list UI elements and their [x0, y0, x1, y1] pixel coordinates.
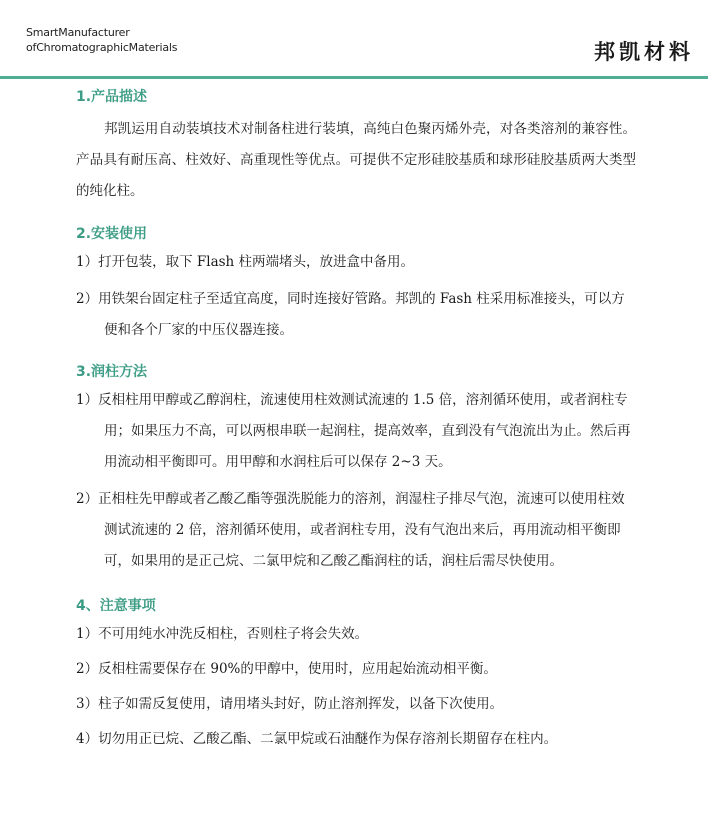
section-heading: 2.安装使用	[76, 226, 148, 242]
section-heading: 3.润柱方法	[76, 364, 148, 380]
section-precautions	[76, 593, 636, 755]
brand-logo-text: 邦凯材料	[594, 40, 694, 64]
wetting-steps	[76, 385, 636, 577]
list-item: 4）切勿用正已烷、乙酸乙酯、二氯甲烷或石油醚作为保存溶剂长期留存在柱内。	[76, 731, 558, 747]
list-item: 2）用铁架台固定柱子至适宜高度，同时连接好管路。邦凯的 Fash 柱采用标准接头，可以方便和各个厂家的中压仪器连接。	[76, 291, 625, 338]
list-item: 1）不可用纯水冲洗反相柱，否则柱子将会失效。	[76, 626, 369, 642]
page-header	[0, 0, 708, 80]
document-body	[76, 84, 636, 755]
section-product-description	[76, 84, 636, 207]
list-item: 2）反相柱需要保存在 90%的甲醇中，使用时，应用起始流动相平衡。	[76, 661, 497, 677]
list-item: 1）打开包装，取下 Flash 柱两端堵头，放进盒中备用。	[76, 254, 415, 270]
section-paragraph: 邦凯运用自动装填技术对制备柱进行装填，高纯白色聚丙烯外壳，对各类溶剂的兼容性。产品具有耐压高、柱效好、高重现性等优点。可提供不定形硅胶基质和球形硅胶基质两大类型的纯化柱。	[76, 121, 636, 199]
list-item: 2）正相柱先甲醇或者乙酸乙酯等强洗脱能力的溶剂，润湿柱子排尽气泡，流速可以使用柱效测试流速的 2 倍，溶剂循环使用，或者润柱专用，没有气泡出来后，再用流动相平衡即可，如果用的是正己烷、二氯甲烷和乙酸乙酯润柱的话，润柱后需尽快使用。	[76, 491, 625, 569]
installation-steps	[76, 247, 636, 346]
precaution-items	[76, 619, 636, 755]
tagline-line-2: ofChromatographicMaterials	[26, 41, 178, 54]
section-heading: 4、注意事项	[76, 598, 156, 614]
company-tagline	[26, 25, 177, 55]
section-heading: 1.产品描述	[76, 89, 148, 105]
list-item: 1）反相柱用甲醇或乙醇润柱，流速使用柱效测试流速的 1.5 倍，溶剂循环使用，或者润柱专用；如果压力不高，可以两根串联一起润柱，提高效率，直到没有气泡流出为止。然后再用流动相平衡即可。用甲醇和水润柱后可以保存 2~3 天。	[76, 392, 631, 470]
tagline-line-1: SmartManufacturer	[26, 26, 130, 39]
section-installation	[76, 221, 636, 346]
section-wetting-method	[76, 359, 636, 577]
list-item: 3）柱子如需反复使用，请用堵头封好，防止溶剂挥发，以备下次使用。	[76, 696, 504, 712]
header-divider	[0, 76, 708, 79]
